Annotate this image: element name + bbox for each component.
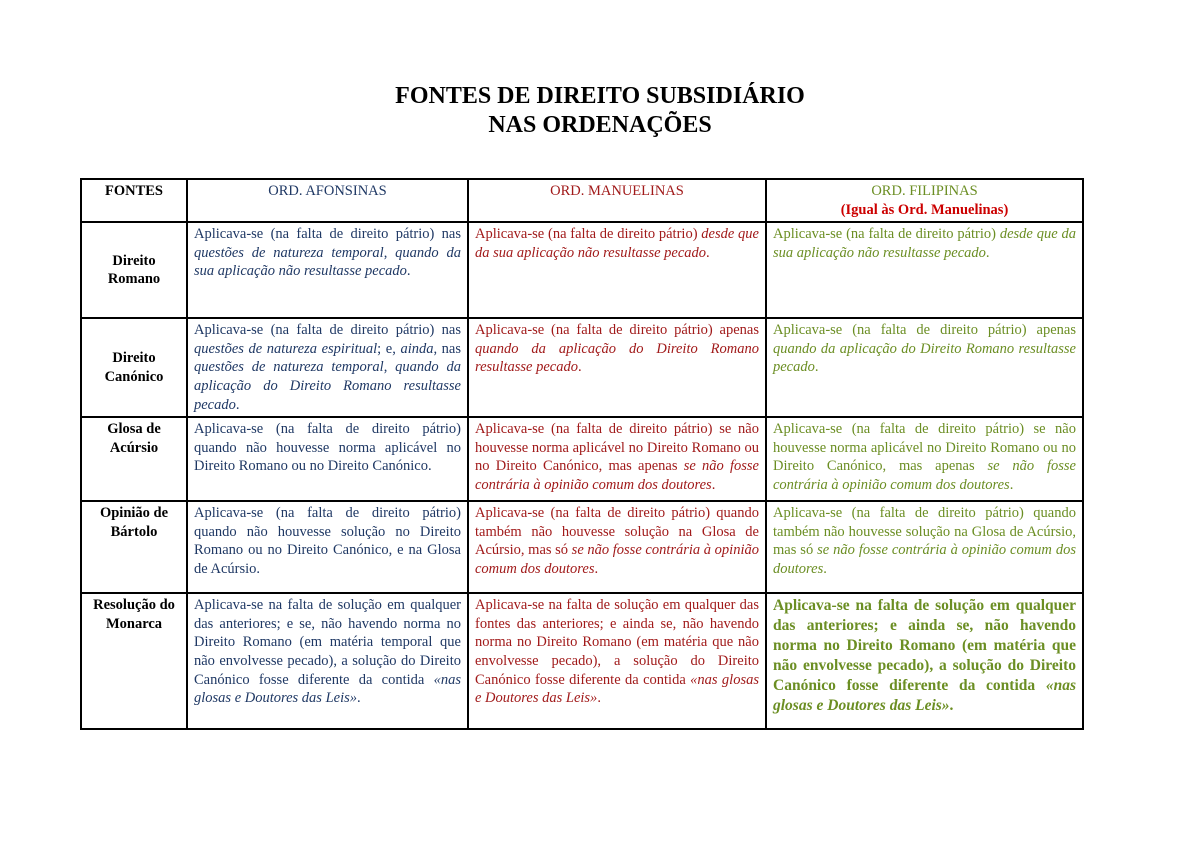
source-opiniao-de-bartolo: Opinião de Bártolo	[81, 501, 187, 593]
cell-filipinas: Aplicava-se (na falta de direito pátrio) apenas quando da aplicação do Direito Romano resultasse pecado.	[766, 318, 1083, 417]
cell-filipinas: Aplicava-se (na falta de direito pátrio) quando também não houvesse solução na Glosa de Acúrsio, mas só se não fosse contrária à opinião comum dos doutores.	[766, 501, 1083, 593]
table-row	[81, 593, 1083, 729]
cell-afonsinas: Aplicava-se (na falta de direito pátrio) nas questões de natureza temporal, quando da sua aplicação não resultasse pecado.	[187, 222, 468, 318]
table-row	[81, 318, 1083, 417]
cell-afonsinas: Aplicava-se (na falta de direito pátrio) quando não houvesse solução no Direito Romano ou no Direito Canónico, e na Glosa de Acúrsio.	[187, 501, 468, 593]
cell-manuelinas: Aplicava-se (na falta de direito pátrio) desde que da sua aplicação não resultasse pecado.	[468, 222, 766, 318]
cell-manuelinas: Aplicava-se (na falta de direito pátrio) se não houvesse norma aplicável no Direito Romano ou no Direito Canónico, mas apenas se não fosse contrária à opinião comum dos doutores.	[468, 417, 766, 501]
cell-manuelinas: Aplicava-se na falta de solução em qualquer das fontes das anteriores; e ainda se, não havendo norma no Direito Romano (em matéria que não envolvesse pecado), a solução do Direito Canónico fosse diferente da contida «nas glosas e Doutores das Leis».	[468, 593, 766, 729]
source-direito-canonico: Direito Canónico	[81, 318, 187, 417]
source-glosa-de-acursio: Glosa de Acúrsio	[81, 417, 187, 501]
title-line-2: NAS ORDENAÇÕES	[488, 112, 712, 138]
header-fontes: FONTES	[81, 179, 187, 222]
header-manuelinas: ORD. MANUELINAS	[468, 179, 766, 222]
cell-filipinas: Aplicava-se (na falta de direito pátrio) se não houvesse norma aplicável no Direito Romano ou no Direito Canónico, mas apenas se não fosse contrária à opinião comum dos doutores.	[766, 417, 1083, 501]
header-filipinas	[766, 179, 1083, 222]
cell-afonsinas: Aplicava-se (na falta de direito pátrio) quando não houvesse norma aplicável no Direito Romano ou no Direito Canónico.	[187, 417, 468, 501]
sources-table	[80, 178, 1084, 730]
header-filipinas-note: (Igual às Ord. Manuelinas)	[840, 201, 1009, 218]
header-afonsinas: ORD. AFONSINAS	[187, 179, 468, 222]
source-resolucao-do-monarca: Resolução do Monarca	[81, 593, 187, 729]
cell-filipinas: Aplicava-se na falta de solução em qualquer das anteriores; e ainda se, não havendo norma no Direito Romano (em matéria que não envolvesse pecado), a solução do Direito Canónico fosse diferente da contida «nas glosas e Doutores das Leis».	[766, 593, 1083, 729]
cell-manuelinas: Aplicava-se (na falta de direito pátrio) quando também não houvesse solução na Glosa de Acúrsio, mas só se não fosse contrária à opinião comum dos doutores.	[468, 501, 766, 593]
cell-afonsinas: Aplicava-se na falta de solução em qualquer das anteriores; e se, não havendo norma no Direito Romano (em matéria temporal que não envolvesse pecado), a solução do Direito Canónico fosse diferente da contida «nas glosas e Doutores das Leis».	[187, 593, 468, 729]
table-header-row	[81, 179, 1083, 222]
table-row	[81, 417, 1083, 501]
source-direito-romano: Direito Romano	[81, 222, 187, 318]
document-title	[0, 82, 1200, 140]
title-line-1: FONTES DE DIREITO SUBSIDIÁRIO	[395, 83, 805, 109]
header-filipinas-label: ORD. FILIPINAS	[871, 183, 978, 199]
table-row	[81, 501, 1083, 593]
cell-afonsinas: Aplicava-se (na falta de direito pátrio) nas questões de natureza espiritual; e, ainda, nas questões de natureza temporal, quando da aplicação do Direito Romano resultasse pecado.	[187, 318, 468, 417]
table-row	[81, 222, 1083, 318]
cell-filipinas: Aplicava-se (na falta de direito pátrio) desde que da sua aplicação não resultasse pecado.	[766, 222, 1083, 318]
cell-manuelinas: Aplicava-se (na falta de direito pátrio) apenas quando da aplicação do Direito Romano resultasse pecado.	[468, 318, 766, 417]
